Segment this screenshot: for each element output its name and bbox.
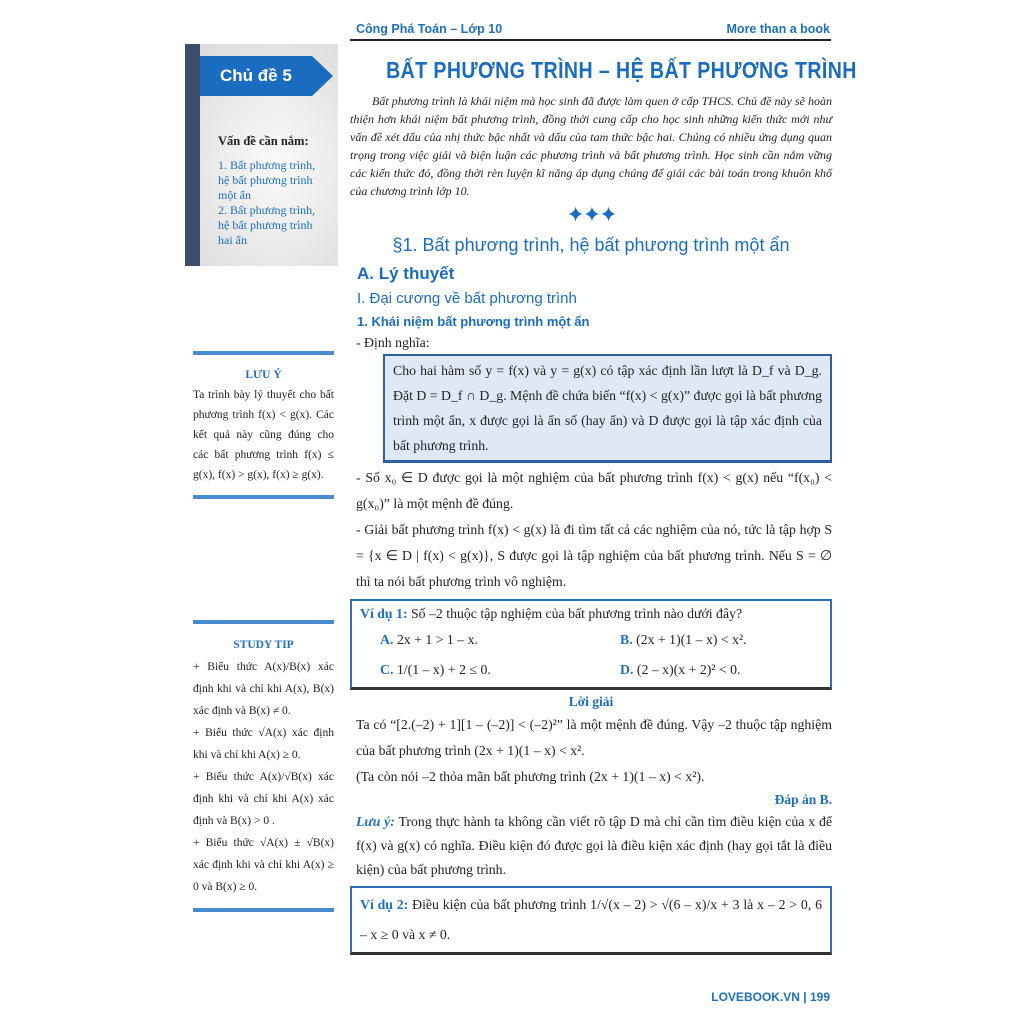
study-tip-box [193, 620, 334, 912]
option-b: (2x + 1)(1 – x) < x². [636, 632, 747, 647]
needs-title: Vấn đề cần nắm: [218, 134, 309, 148]
tip-item: + Biểu thức A(x)/√B(x) xác định khi và chỉ khi A(x) xác định và B(x) > 0 . [193, 771, 334, 827]
tip-item: + Biểu thức A(x)/B(x) xác định khi và chỉ khi A(x), B(x) xác định và B(x) ≠ 0. [193, 661, 334, 717]
example-1-question: Số –2 thuộc tập nghiệm của bất phương trình nào dưới đây? [411, 606, 743, 621]
chapter-intro: Bất phương trình là khái niệm mà học sinh đã được làm quen ở cấp THCS. Chủ đề này sẽ hoàn thiện hơn khái niệm bất phương trình, đồng thời cung cấp cho học sinh những kiến thức mới như vấn đề xét dấu của nhị thức bậc nhất và dấu của tam thức bậc hai. Chúng có nhiều ứng dụng quan trọng trong việc giải và biện luận các phương trình và bất phương trình. Học sinh cần nắm vững các kiến thức đó, đồng thời rèn luyện kĩ năng áp dụng chúng để giải các bài toán trong khuôn khổ của chương trình lớp 10. [350, 94, 832, 198]
solution-text: Ta có “[2.(–2) + 1][1 – (–2)] < (–2)²” là một mệnh đề đúng. Vậy –2 thuộc tập nghiệm của bất phương trình (2x + 1)(1 – x) < x². [356, 717, 832, 758]
heading-1: 1. Khái niệm bất phương trình một ẩn [357, 314, 590, 329]
example-1-label: Ví dụ 1: [360, 606, 408, 621]
header-rule [350, 39, 831, 41]
example-2-label: Ví dụ 2: [360, 897, 409, 912]
example-2-box [350, 886, 832, 955]
note-top-rule [193, 351, 334, 355]
definition-label: - Định nghĩa: [356, 335, 430, 350]
note-box [193, 351, 334, 499]
heading-i: I. Đại cương về bất phương trình [357, 290, 577, 307]
topic-banner: Chủ đề 5 [200, 56, 312, 96]
remark [350, 810, 832, 882]
remark-label: Lưu ý: [356, 814, 395, 829]
option-b-key: B. [620, 632, 633, 647]
example-1-box [350, 599, 832, 690]
page-footer: LOVEBOOK.VN | 199 [711, 990, 830, 1004]
main-column [350, 92, 832, 955]
paragraph: - Số x₀ ∈ D được gọi là một nghiệm của bất phương trình f(x) < g(x) nếu “f(x₀) < g(x₀)” là một mệnh đề đúng. [356, 470, 832, 511]
option-a: 2x + 1 > 1 – x. [396, 632, 478, 647]
solution-text: (Ta còn nói –2 thỏa mãn bất phương trình (2x + 1)(1 – x) < x²). [356, 769, 705, 784]
note-text: Ta trình bày lý thuyết cho bất phương trình f(x) < g(x). Các kết quả này cũng đúng cho các bất phương trình f(x) ≤ g(x), f(x) > g(x), f(x) ≥ g(x). [193, 389, 334, 481]
heading-a: A. Lý thuyết [357, 264, 455, 283]
running-header-left: Công Phá Toán – Lớp 10 [356, 22, 503, 36]
option-c-key: C. [380, 662, 394, 677]
chapter-title: BẤT PHƯƠNG TRÌNH – HỆ BẤT PHƯƠNG TRÌNH [386, 57, 857, 83]
star-divider-icon: ✦✦✦ [566, 202, 616, 227]
topic-panel-strip [185, 44, 200, 266]
option-a-key: A. [380, 632, 394, 647]
needs-item: 1. Bất phương trình, hệ bất phương trình một ẩn [218, 158, 316, 202]
answer: Đáp án B. [774, 792, 832, 807]
running-header-right: More than a book [726, 22, 830, 36]
option-d: (2 – x)(x + 2)² < 0. [636, 662, 741, 677]
needs-item: 2. Bất phương trình, hệ bất phương trình hai ẩn [218, 203, 316, 247]
tip-bottom-rule [193, 908, 334, 912]
option-c: 1/(1 – x) + 2 ≤ 0. [396, 662, 491, 677]
remark-text: Trong thực hành ta không cần viết rõ tập D mà chỉ cần tìm điều kiện của x để f(x) và g(x) có nghĩa. Điều kiện đó được gọi là điều kiện xác định (hay gọi tắt là điều kiện) của bất phương trình. [356, 814, 832, 877]
example-2-text: Điều kiện của bất phương trình 1/√(x – 2) > √(6 – x)/x + 3 là x – 2 > 0, 6 – x ≥ 0 và x ≠ 0. [360, 897, 822, 942]
paragraph: - Giải bất phương trình f(x) < g(x) là đi tìm tất cả các nghiệm của nó, tức là tập hợp S = {x ∈ D | f(x) < g(x)}, S được gọi là tập nghiệm của bất phương trình. Nếu S = ∅ thì ta nói bất phương trình vô nghiệm. [356, 522, 832, 589]
option-d-key: D. [620, 662, 634, 677]
solution-title: Lời giải [568, 694, 614, 709]
banner-arrow-icon [312, 56, 333, 96]
note-bottom-rule [193, 495, 334, 499]
definition-box: Cho hai hàm số y = f(x) và y = g(x) có tập xác định lần lượt là D_f và D_g. Đặt D = D_f ∩ D_g. Mệnh đề chứa biến “f(x) < g(x)” được gọi là bất phương trình một ẩn, x được gọi là ẩn số (hay ẩn) và D được gọi là tập xác định của bất phương trình. [383, 354, 832, 463]
section-heading: §1. Bất phương trình, hệ bất phương trình một ẩn [392, 235, 790, 255]
tip-item: + Biểu thức √A(x) xác định khi và chỉ khi A(x) ≥ 0. [193, 727, 334, 761]
tip-item: + Biểu thức √A(x) ± √B(x) xác định khi và chỉ khi A(x) ≥ 0 và B(x) ≥ 0. [193, 837, 334, 893]
note-title: LƯU Ý [245, 369, 282, 381]
tip-top-rule [193, 620, 334, 624]
study-tip-title: STUDY TIP [233, 639, 294, 651]
